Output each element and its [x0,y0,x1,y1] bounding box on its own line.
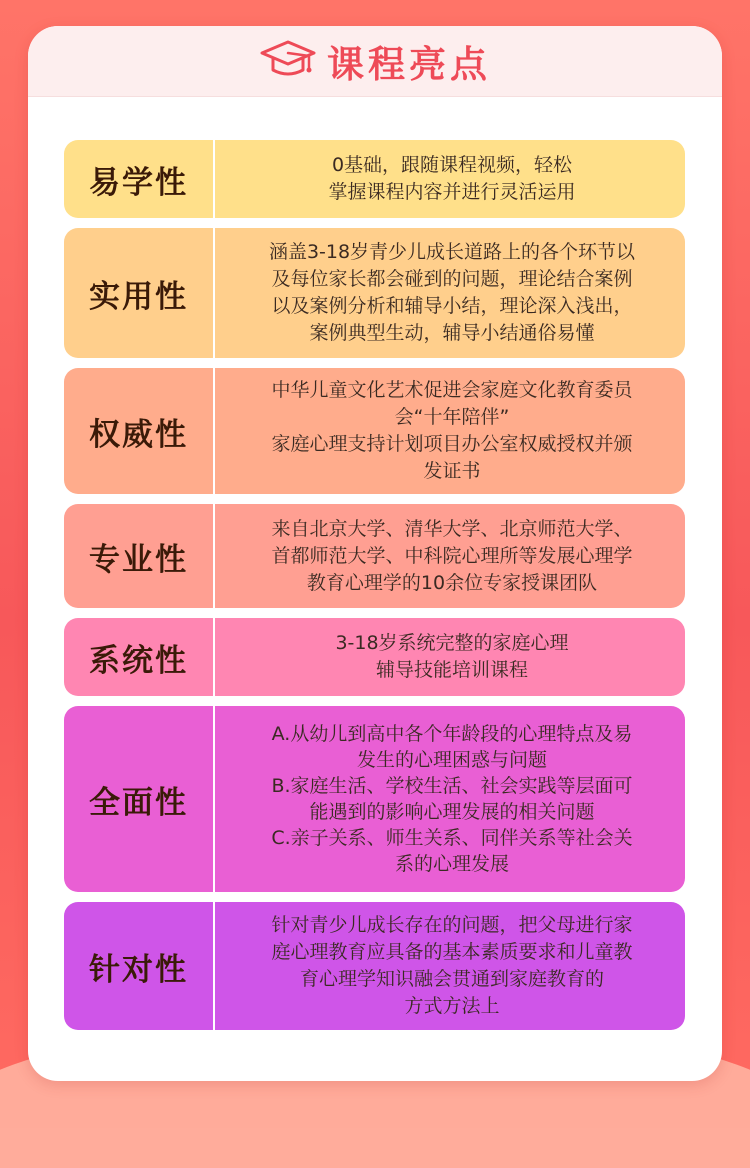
feature-description: 针对青少儿成长存在的问题，把父母进行家 庭心理教育应具备的基本素质要求和儿童教 育心理学知识融会贯通到家庭教育的 方式方法上 [271,914,633,1017]
feature-label: 权威性 [64,368,215,494]
feature-label: 全面性 [64,706,215,892]
feature-description: 中华儿童文化艺术促进会家庭文化教育委员 会“十年陪伴” 家庭心理支持计划项目办公室权威授权并颁 发证书 [271,379,633,482]
feature-row-practical [64,228,685,358]
feature-description: 来自北京大学、清华大学、北京师范大学、 首都师范大学、中科院心理所等发展心理学 教育心理学的10余位专家授课团队 [271,517,633,594]
feature-row-comprehensive [64,706,685,892]
highlights-card [28,26,722,1081]
feature-label: 实用性 [64,228,215,358]
feature-label: 易学性 [64,140,215,218]
feature-description: 涵盖3-18岁青少儿成长道路上的各个环节以 及每位家长都会碰到的问题，理论结合案例 以及案例分析和辅导小结，理论深入浅出， 案例典型生动，辅导小结通俗易懂 [268,241,636,344]
feature-label: 针对性 [64,902,215,1030]
feature-row-systematic [64,618,685,696]
feature-description: A.从幼儿到高中各个年龄段的心理特点及易 发生的心理困惑与问题 B.家庭生活、学校生活、社会实践等层面可 能遇到的影响心理发展的相关问题 C.亲子关系、师生关系、同伴关系等社会关 系的心理发展 [271,723,633,875]
feature-row-easy [64,140,685,218]
graduation-cap-icon [259,36,327,86]
feature-row-authority [64,368,685,494]
feature-description: 0基础，跟随课程视频，轻松 掌握课程内容并进行灵活运用 [328,154,576,203]
feature-label: 系统性 [64,618,215,696]
feature-label: 专业性 [64,504,215,608]
card-header [28,26,722,97]
feature-description: 3-18岁系统完整的家庭心理 辅导技能培训课程 [335,632,569,681]
feature-row-professional [64,504,685,608]
feature-row-targeted [64,902,685,1030]
page-title: 课程亮点 [327,43,491,86]
